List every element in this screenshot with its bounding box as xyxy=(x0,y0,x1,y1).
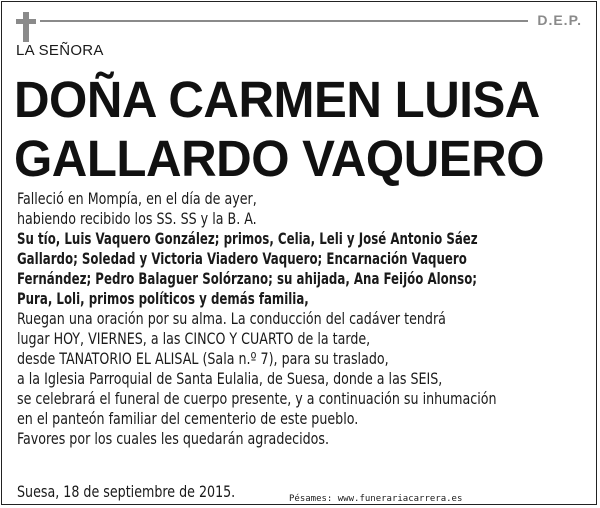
place-date: Suesa, 18 de septiembre de 2015. xyxy=(17,482,236,501)
header-rule xyxy=(40,20,528,22)
family-line: Pura, Loli, primos políticos y demás familia, xyxy=(17,289,309,308)
dep-label: D.E.P. xyxy=(537,12,582,28)
obituary-body xyxy=(17,189,597,449)
deceased-name-line-1: DOÑA CARMEN LUISA xyxy=(14,71,540,128)
request-line: se celebrará el funeral de cuerpo presente, y a continuación su inhumación xyxy=(17,389,497,408)
footer xyxy=(17,482,463,504)
request-line: desde TANATORIO EL ALISAL (Sala n.º 7), para su traslado, xyxy=(17,349,389,368)
request-line: Ruegan una oración por su alma. La conducción del cadáver tendrá xyxy=(17,309,446,328)
death-line: habiendo recibido los SS. SS y la B. A. xyxy=(17,209,257,228)
death-line: Falleció en Mompía, en el día de ayer, xyxy=(17,189,257,208)
obituary-card xyxy=(1,1,597,505)
family-line: Su tío, Luis Vaquero González; primos, Celia, Leli y José Antonio Sáez xyxy=(17,229,478,248)
request-line: a la Iglesia Parroquial de Santa Eulalia, de Suesa, donde a las SEIS, xyxy=(17,369,443,388)
honorific: LA SEÑORA xyxy=(16,42,104,59)
pesames-link[interactable]: Pésames: www.funerariacarrera.es xyxy=(289,494,463,504)
cross-icon xyxy=(16,12,36,42)
family-line: Fernández; Pedro Balaguer Solórzano; su ahijada, Ana Feijóo Alonso; xyxy=(17,269,478,288)
request-line: Favores por los cuales les quedarán agradecidos. xyxy=(17,429,330,448)
request-line: lugar HOY, VIERNES, a las CINCO Y CUARTO de la tarde, xyxy=(17,329,371,348)
deceased-name-line-2: GALLARDO VAQUERO xyxy=(14,130,544,187)
family-line: Gallardo; Soledad y Victoria Viadero Vaquero; Encarnación Vaquero xyxy=(17,249,467,268)
request-line: en el panteón familiar del cementerio de este pueblo. xyxy=(17,409,359,428)
